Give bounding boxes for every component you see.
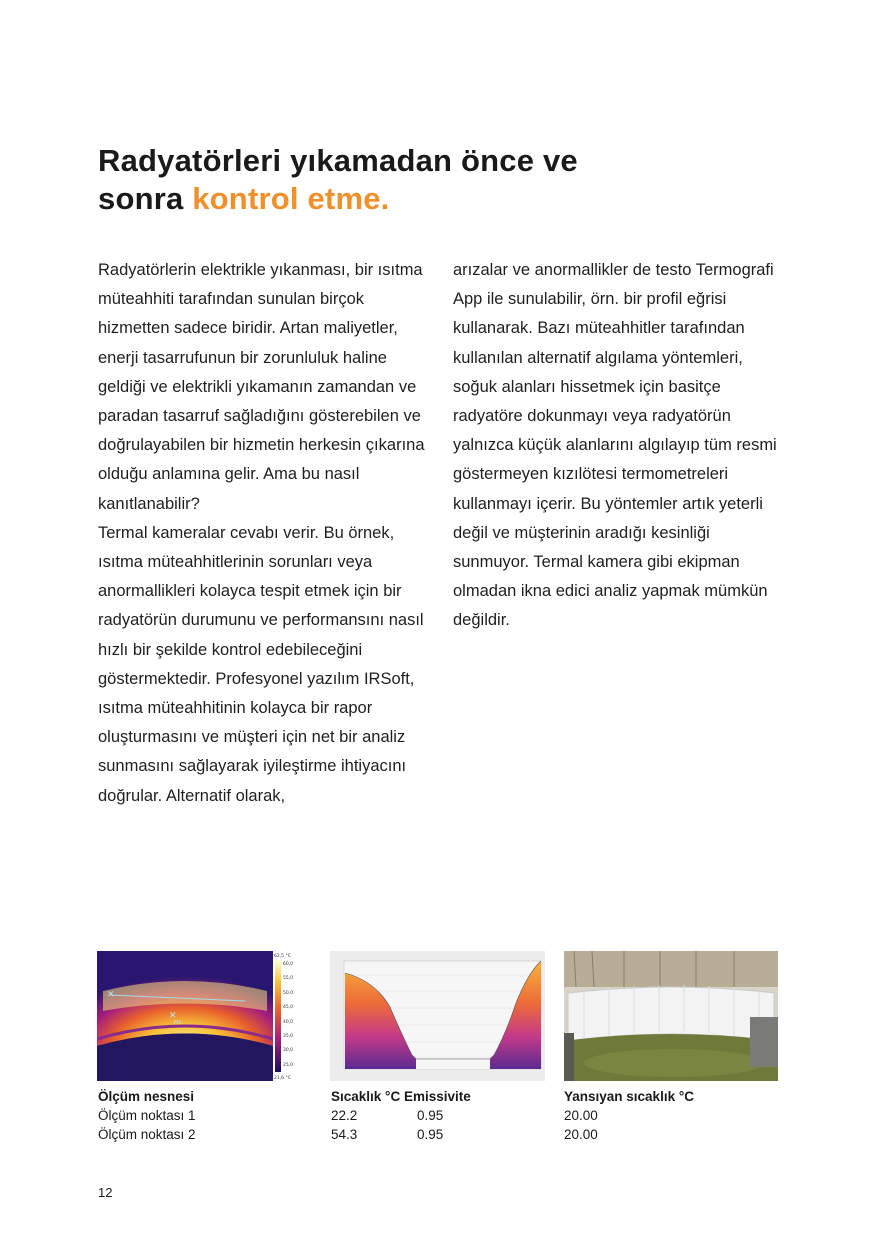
column-header: Ölçüm nesnesi [98,1089,195,1104]
scale-tick: 35,0 [283,1034,293,1039]
heading-accent: kontrol etme. [192,181,390,216]
radiator-photo [564,951,778,1081]
thermal-image [97,951,293,1081]
scale-tick: 45,0 [283,1005,293,1010]
scale-tick: 25,0 [283,1063,293,1068]
table-row: Ölçüm noktası 1 [98,1108,196,1123]
paragraph: Termal kameralar cevabı verir. Bu örnek, ısıtma müteahhitlerinin sorunları veya anormallikleri kolayca tespit etmek için bir radyatörün durumunu ve performansını nasıl hızlı bir şekilde kontrol edebileceğini göstermektedir. Profesyonel yazılım IRSoft, ısıtma müteahhitinin kolayca bir rapor oluşturmasını ve müşteri için net bir analiz sunmasını sağlayarak iyileştirme ihtiyacını doğrular. Alternatif olarak, [98,523,424,805]
page-number: 12 [98,1185,113,1200]
paragraph: arızalar ve anormallikler de testo Termografi App ile sunulabilir, örn. bir profil eğrisi kullanarak. Bazı müteahhitler tarafından kullanılan alternatif algılama yöntemleri, soğuk alanları hissetmek için basitçe radyatöre dokunmayı veya radyatörün yalnızca küçük alanlarını algılayıp tüm resmi göstermeyen kızılötesi termometreleri kullanmayı içerir. Bu yöntemler artık yeterli değil ve müşterinin aradığı kesinliği sunmuyor. Termal kamera gibi ekipman olmadan ikna edici analiz yapmak mümkün değildir. [453,261,777,630]
table-row: 20.00 [564,1108,598,1123]
scale-tick: 60,0 [283,962,293,967]
paragraph: Radyatörlerin elektrikle yıkanması, bir ısıtma müteahhiti tarafından sunulan birçok hizmetten sadece biridir. Artan maliyetler, enerji tasarrufunun bir zorunluluk haline geldiği ve elektrikli yıkamanın zamandan ve paradan tasarruf sağladığını gösterebilen ve doğrulayabilen bir hizmetin herkesin çıkarına olduğu anlamına gelir. Ama bu nasıl kanıtlanabilir? [98,261,425,513]
body-column-right [453,256,783,636]
column-header: Yansıyan sıcaklık °C [564,1089,694,1104]
emissivity-cell: 0.95 [417,1127,444,1142]
page-heading [98,142,798,218]
scale-min: 21,6 °C [274,1076,291,1081]
scale-tick: 50,0 [283,991,293,996]
measure-marker-icon: ✕ [169,1011,177,1021]
scale-tick: 55,0 [283,976,293,981]
emissivity-cell: 0.95 [417,1108,444,1123]
temperature-emissivity-column [331,1087,551,1144]
scale-tick: 40,0 [283,1020,293,1025]
table-row [331,1125,551,1144]
marker-label: M1 [174,1020,182,1026]
table-row [331,1106,551,1125]
reflected-temperature-column [564,1087,784,1144]
column-header: Sıcaklık °C [331,1089,401,1104]
heading-line-1: Radyatörleri yıkamadan önce ve [98,143,578,178]
table-row: 20.00 [564,1127,598,1142]
scale-max: 62,5 °C [274,954,291,959]
measurement-object-column [98,1087,318,1144]
scale-tick: 30,0 [283,1048,293,1053]
body-column-left [98,256,428,811]
temperature-cell: 54.3 [331,1127,358,1142]
svg-text:✕: ✕ [107,990,115,1000]
column-header: Emissivite [403,1089,471,1104]
profile-chart-image [330,951,545,1081]
table-row: Ölçüm noktası 2 [98,1127,196,1142]
heading-line-2: sonra [98,181,193,216]
temperature-cell: 22.2 [331,1108,358,1123]
